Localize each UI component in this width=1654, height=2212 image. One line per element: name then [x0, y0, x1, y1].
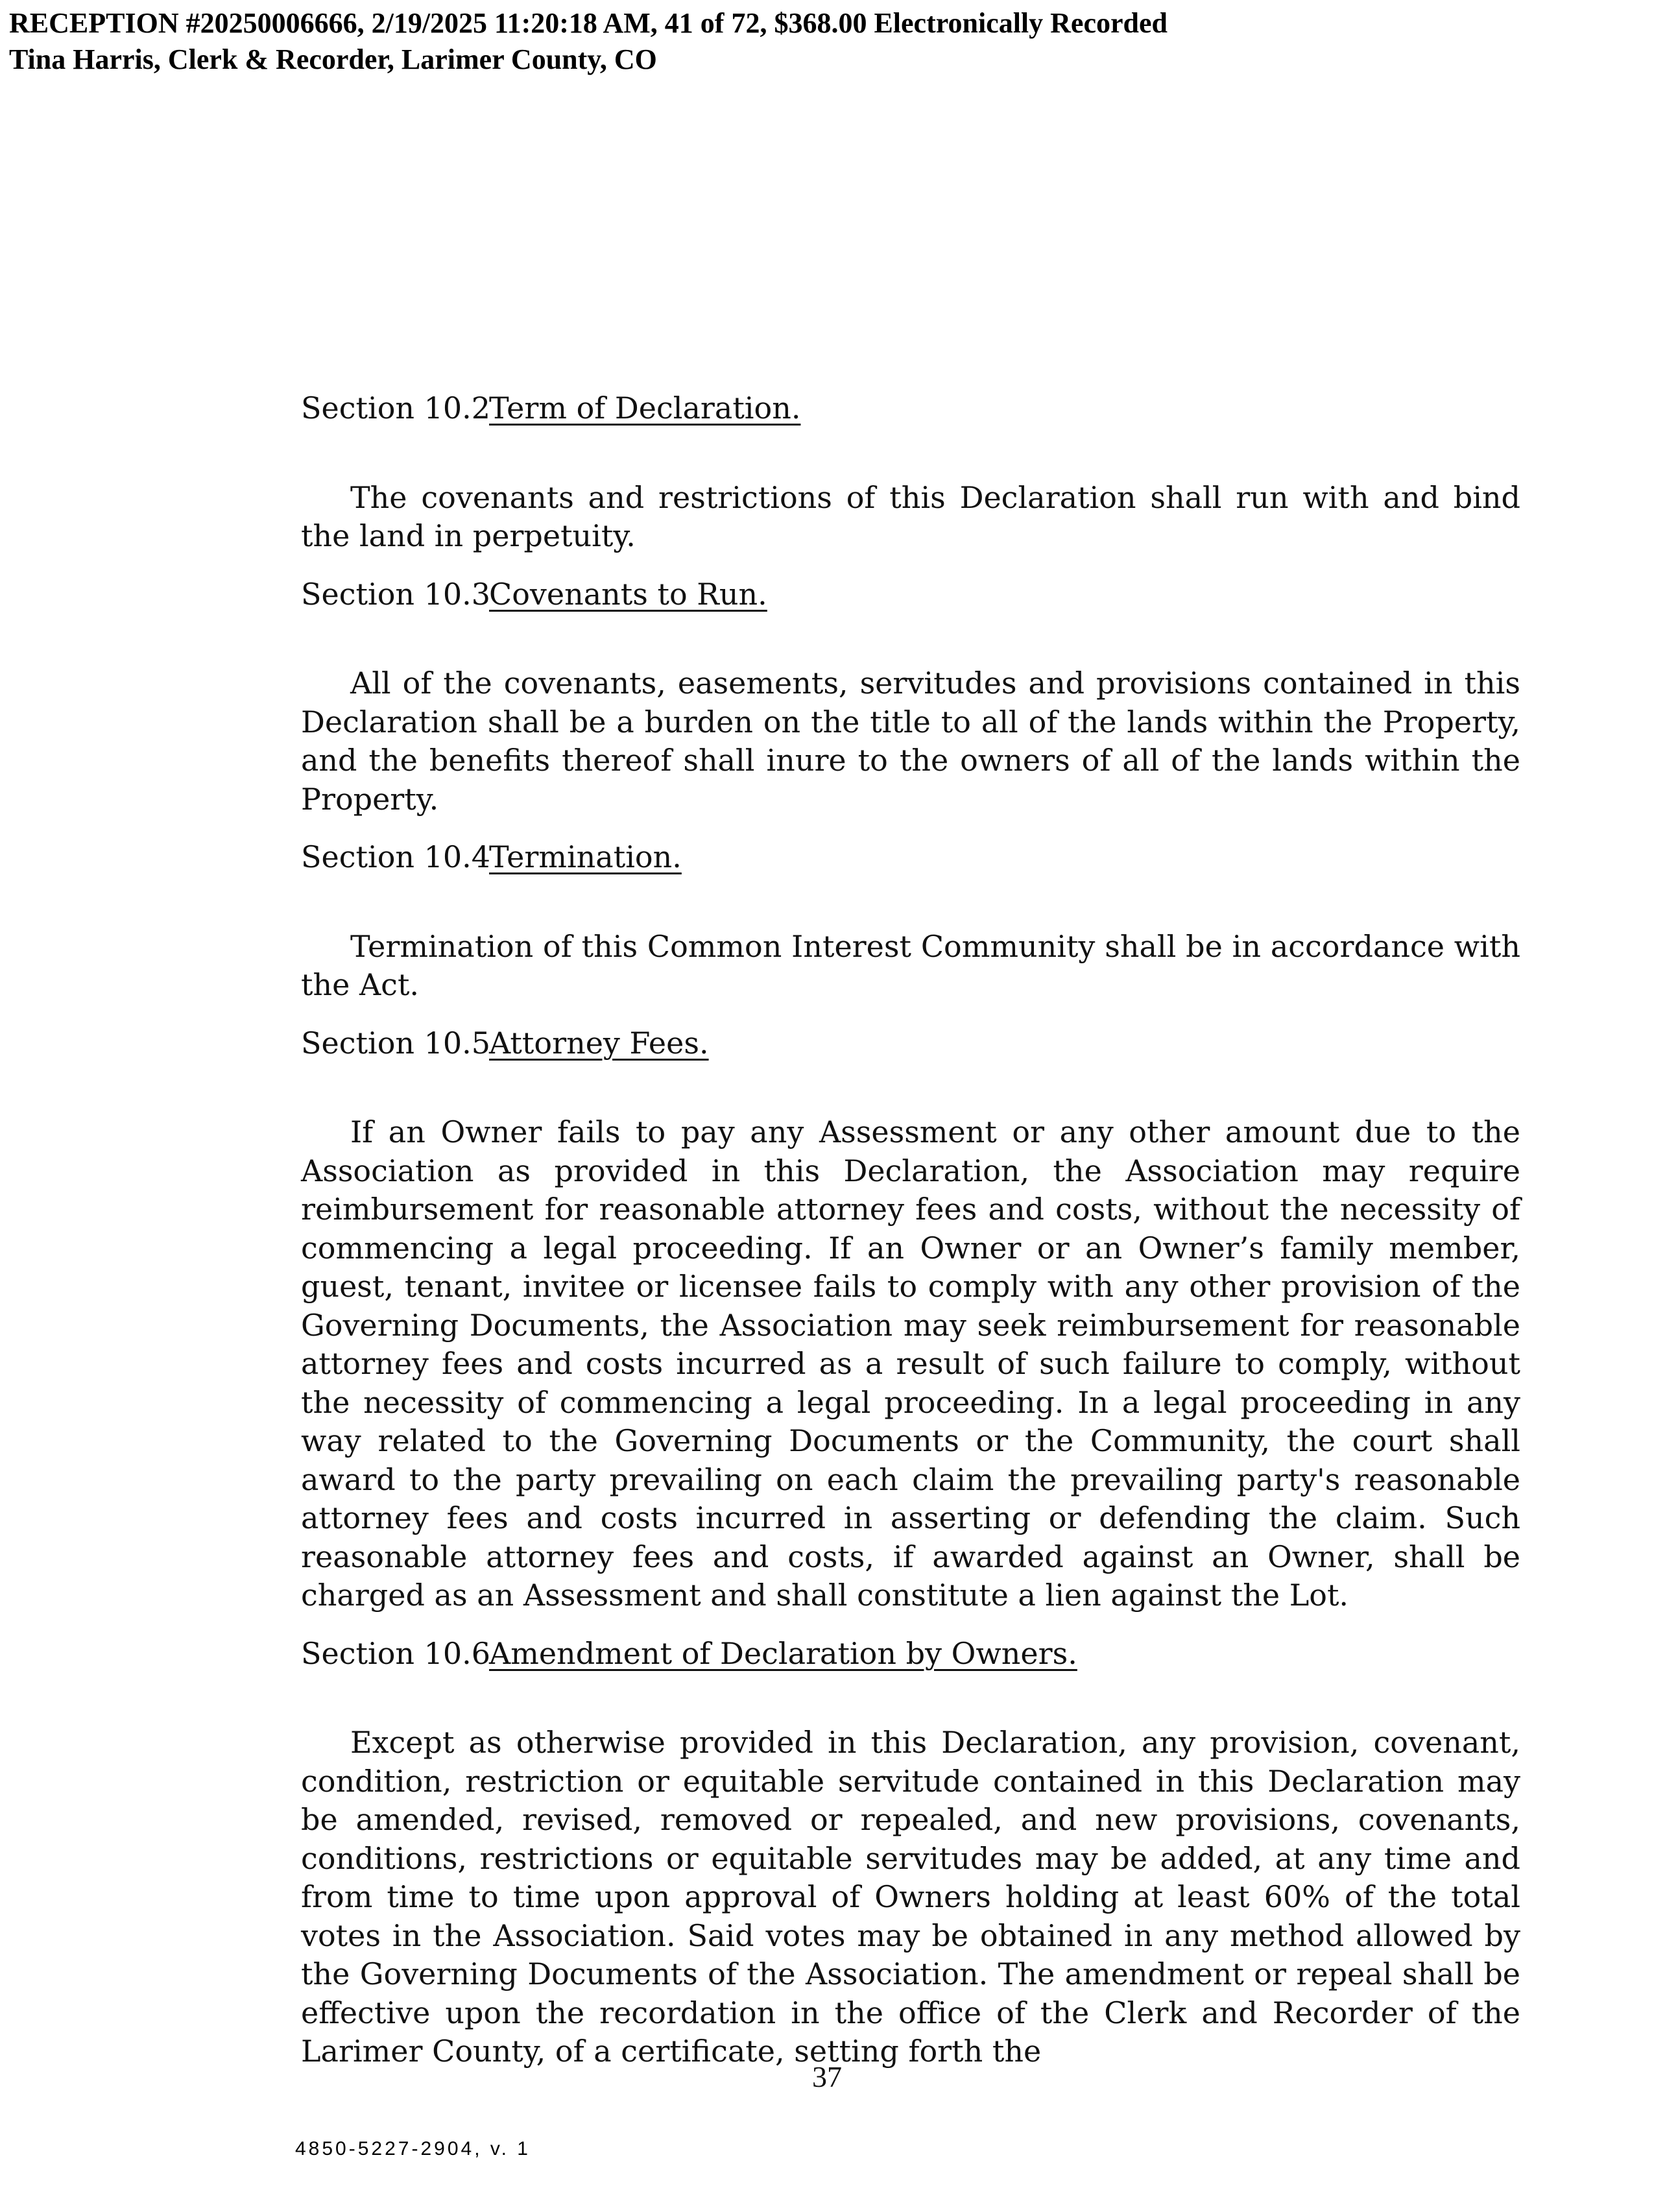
- footer-document-id: 4850-5227-2904, v. 1: [295, 2138, 531, 2159]
- recording-stamp: [9, 5, 1168, 78]
- page-number: 37: [812, 2060, 842, 2093]
- section-title: Termination.: [489, 839, 682, 874]
- section-title: Amendment of Declaration by Owners.: [489, 1635, 1077, 1671]
- section-number: Section 10.5: [301, 1025, 491, 1061]
- recording-stamp-line-2: Tina Harris, Clerk & Recorder, Larimer County, CO: [9, 43, 657, 75]
- recording-stamp-line-1: RECEPTION #20250006666, 2/19/2025 11:20:18 AM, 41 of 72, $368.00 Electronically Recorded: [9, 7, 1168, 39]
- section-number: Section 10.4: [301, 839, 491, 874]
- section-body-10-6: Except as otherwise provided in this Declaration, any provision, covenant, condition, restriction or equitable servitude contained in this Declaration may be amended, revised, removed or repealed, and new provisions, covenants, conditions, restrictions or equitable servitudes may be added, at any time and from time to time upon approval of Owners holding at least 60% of the total votes in the Association. Said votes may be obtained in any method allowed by the Governing Documents of the Association. The amendment or repeal shall be effective upon the recordation in the office of the Clerk and Recorder of the Larimer County, of a certificate, setting forth the: [301, 1725, 1520, 2069]
- section-title: Covenants to Run.: [489, 576, 767, 612]
- section-body-10-4: Termination of this Common Interest Community shall be in accordance with the Act.: [301, 928, 1520, 1002]
- section-heading-10-2: [301, 389, 1520, 428]
- section-title: Term of Declaration.: [489, 391, 801, 426]
- section-heading-10-4: [301, 838, 1520, 877]
- section-body-10-5: If an Owner fails to pay any Assessment or any other amount due to the Association as provided in this Declaration, the Association may require reimbursement for reasonable attorney fees and costs, without the necessity of commencing a legal proceeding. If an Owner or an Owner’s family member, guest, tenant, invitee or licensee fails to comply with any other provision of the Governing Documents, the Association may seek reimbursement for reasonable attorney fees and costs incurred as a result of such failure to comply, without the necessity of commencing a legal proceeding. In a legal proceeding in any way related to the Governing Documents or the Community, the court shall award to the party prevailing on each claim the prevailing party's reasonable attorney fees and costs incurred in asserting or defending the claim. Such reasonable attorney fees and costs, if awarded against an Owner, shall be charged as an Assessment and shall constitute a lien against the Lot.: [301, 1114, 1520, 1613]
- section-body-10-3: All of the covenants, easements, servitudes and provisions contained in this Declaration shall be a burden on the title to all of the lands within the Property, and the benefits thereof shall inure to the owners of all of the lands within the Property.: [301, 666, 1520, 817]
- section-number: Section 10.2: [301, 391, 491, 426]
- section-number: Section 10.6: [301, 1635, 491, 1671]
- section-heading-10-5: [301, 1024, 1520, 1063]
- section-body-10-2: The covenants and restrictions of this Declaration shall run with and bind the land in perpetuity.: [301, 479, 1520, 553]
- document-body: [301, 389, 1520, 2071]
- section-title: Attorney Fees.: [489, 1025, 709, 1061]
- section-heading-10-6: [301, 1635, 1520, 1674]
- section-number: Section 10.3: [301, 576, 491, 612]
- section-heading-10-3: [301, 575, 1520, 614]
